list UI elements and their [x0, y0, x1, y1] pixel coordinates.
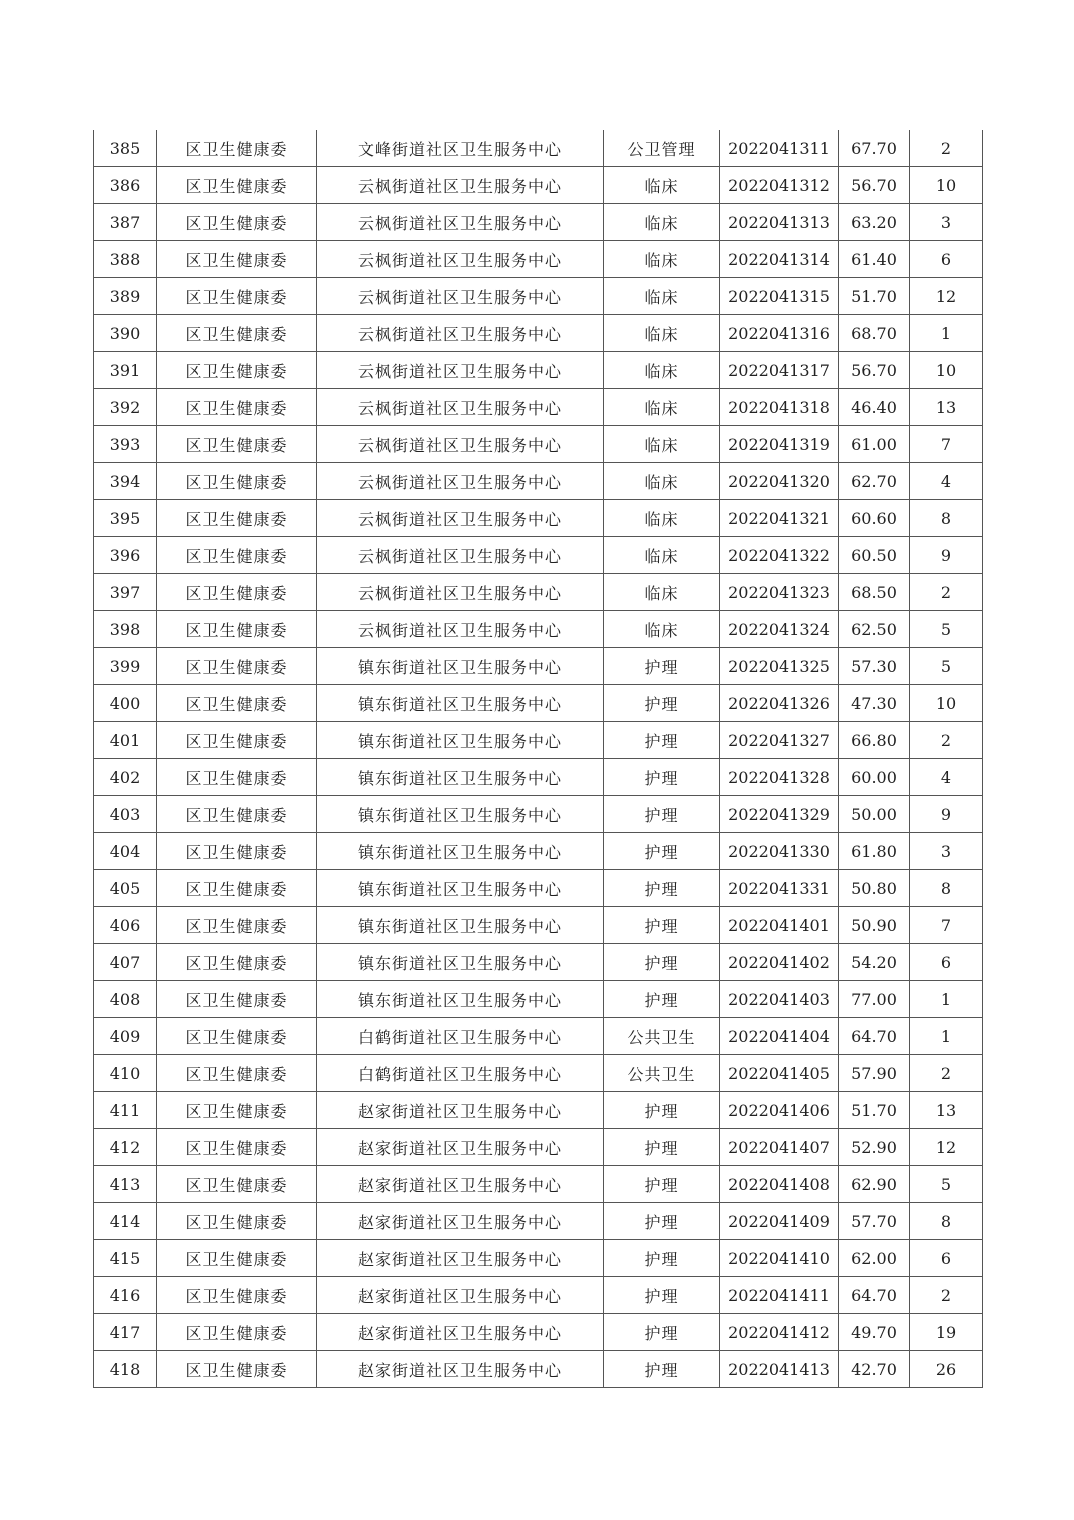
cell-exam-id: 2022041312 [720, 167, 839, 204]
cell-department: 区卫生健康委 [157, 944, 317, 981]
cell-exam-id: 2022041317 [720, 352, 839, 389]
cell-unit: 镇东街道社区卫生服务中心 [317, 759, 604, 796]
cell-rank: 2 [910, 574, 983, 611]
table-row [94, 833, 983, 870]
cell-seq-number: 391 [94, 352, 157, 389]
cell-score: 62.00 [839, 1240, 910, 1277]
cell-department: 区卫生健康委 [157, 1055, 317, 1092]
cell-rank: 9 [910, 537, 983, 574]
cell-rank: 1 [910, 1018, 983, 1055]
cell-seq-number: 392 [94, 389, 157, 426]
cell-score: 62.70 [839, 463, 910, 500]
cell-seq-number: 402 [94, 759, 157, 796]
cell-position: 护理 [604, 1092, 720, 1129]
cell-position: 临床 [604, 611, 720, 648]
cell-score: 68.70 [839, 315, 910, 352]
cell-rank: 10 [910, 167, 983, 204]
cell-rank: 8 [910, 1203, 983, 1240]
cell-exam-id: 2022041405 [720, 1055, 839, 1092]
cell-unit: 云枫街道社区卫生服务中心 [317, 574, 604, 611]
cell-position: 护理 [604, 907, 720, 944]
table-row [94, 685, 983, 722]
cell-position: 护理 [604, 1129, 720, 1166]
table-row [94, 648, 983, 685]
table-row [94, 167, 983, 204]
cell-seq-number: 408 [94, 981, 157, 1018]
cell-exam-id: 2022041324 [720, 611, 839, 648]
cell-seq-number: 385 [94, 130, 157, 167]
cell-score: 60.00 [839, 759, 910, 796]
cell-unit: 云枫街道社区卫生服务中心 [317, 537, 604, 574]
cell-score: 60.50 [839, 537, 910, 574]
cell-exam-id: 2022041313 [720, 204, 839, 241]
cell-rank: 26 [910, 1351, 983, 1388]
cell-exam-id: 2022041412 [720, 1314, 839, 1351]
cell-exam-id: 2022041331 [720, 870, 839, 907]
cell-position: 护理 [604, 944, 720, 981]
cell-unit: 云枫街道社区卫生服务中心 [317, 389, 604, 426]
table-row [94, 611, 983, 648]
cell-department: 区卫生健康委 [157, 315, 317, 352]
cell-seq-number: 404 [94, 833, 157, 870]
cell-unit: 镇东街道社区卫生服务中心 [317, 907, 604, 944]
cell-seq-number: 410 [94, 1055, 157, 1092]
cell-exam-id: 2022041314 [720, 241, 839, 278]
cell-exam-id: 2022041323 [720, 574, 839, 611]
cell-seq-number: 387 [94, 204, 157, 241]
cell-position: 临床 [604, 426, 720, 463]
cell-department: 区卫生健康委 [157, 1092, 317, 1129]
cell-exam-id: 2022041326 [720, 685, 839, 722]
cell-position: 临床 [604, 204, 720, 241]
cell-seq-number: 414 [94, 1203, 157, 1240]
table-row [94, 944, 983, 981]
cell-department: 区卫生健康委 [157, 204, 317, 241]
table-row [94, 907, 983, 944]
cell-rank: 12 [910, 1129, 983, 1166]
cell-rank: 2 [910, 1277, 983, 1314]
table-row [94, 1166, 983, 1203]
cell-score: 46.40 [839, 389, 910, 426]
cell-rank: 3 [910, 204, 983, 241]
cell-rank: 13 [910, 1092, 983, 1129]
table-row [94, 278, 983, 315]
cell-exam-id: 2022041316 [720, 315, 839, 352]
cell-rank: 7 [910, 907, 983, 944]
cell-position: 临床 [604, 574, 720, 611]
cell-seq-number: 411 [94, 1092, 157, 1129]
cell-department: 区卫生健康委 [157, 870, 317, 907]
cell-score: 47.30 [839, 685, 910, 722]
cell-department: 区卫生健康委 [157, 796, 317, 833]
cell-rank: 9 [910, 796, 983, 833]
cell-department: 区卫生健康委 [157, 574, 317, 611]
cell-seq-number: 399 [94, 648, 157, 685]
cell-score: 67.70 [839, 130, 910, 167]
cell-department: 区卫生健康委 [157, 352, 317, 389]
cell-score: 49.70 [839, 1314, 910, 1351]
cell-score: 52.90 [839, 1129, 910, 1166]
cell-rank: 2 [910, 130, 983, 167]
table-row [94, 1055, 983, 1092]
cell-seq-number: 413 [94, 1166, 157, 1203]
cell-rank: 8 [910, 870, 983, 907]
cell-department: 区卫生健康委 [157, 500, 317, 537]
cell-unit: 赵家街道社区卫生服务中心 [317, 1240, 604, 1277]
cell-unit: 镇东街道社区卫生服务中心 [317, 722, 604, 759]
cell-department: 区卫生健康委 [157, 981, 317, 1018]
cell-position: 护理 [604, 759, 720, 796]
cell-seq-number: 393 [94, 426, 157, 463]
cell-department: 区卫生健康委 [157, 759, 317, 796]
cell-department: 区卫生健康委 [157, 611, 317, 648]
cell-score: 50.00 [839, 796, 910, 833]
cell-score: 57.70 [839, 1203, 910, 1240]
cell-unit: 云枫街道社区卫生服务中心 [317, 500, 604, 537]
cell-unit: 镇东街道社区卫生服务中心 [317, 685, 604, 722]
cell-department: 区卫生健康委 [157, 1240, 317, 1277]
cell-score: 66.80 [839, 722, 910, 759]
cell-exam-id: 2022041329 [720, 796, 839, 833]
cell-seq-number: 395 [94, 500, 157, 537]
cell-unit: 云枫街道社区卫生服务中心 [317, 352, 604, 389]
cell-seq-number: 412 [94, 1129, 157, 1166]
cell-rank: 5 [910, 611, 983, 648]
cell-seq-number: 386 [94, 167, 157, 204]
cell-department: 区卫生健康委 [157, 241, 317, 278]
cell-score: 57.90 [839, 1055, 910, 1092]
cell-rank: 2 [910, 1055, 983, 1092]
cell-position: 公共卫生 [604, 1055, 720, 1092]
cell-unit: 赵家街道社区卫生服务中心 [317, 1314, 604, 1351]
cell-exam-id: 2022041413 [720, 1351, 839, 1388]
table-row [94, 352, 983, 389]
cell-score: 56.70 [839, 352, 910, 389]
cell-seq-number: 396 [94, 537, 157, 574]
cell-unit: 赵家街道社区卫生服务中心 [317, 1351, 604, 1388]
cell-seq-number: 400 [94, 685, 157, 722]
cell-position: 公卫管理 [604, 130, 720, 167]
cell-position: 护理 [604, 833, 720, 870]
cell-department: 区卫生健康委 [157, 389, 317, 426]
cell-exam-id: 2022041327 [720, 722, 839, 759]
cell-unit: 云枫街道社区卫生服务中心 [317, 278, 604, 315]
cell-position: 临床 [604, 167, 720, 204]
cell-score: 61.00 [839, 426, 910, 463]
cell-seq-number: 415 [94, 1240, 157, 1277]
cell-rank: 2 [910, 722, 983, 759]
cell-exam-id: 2022041321 [720, 500, 839, 537]
cell-position: 护理 [604, 1351, 720, 1388]
cell-department: 区卫生健康委 [157, 278, 317, 315]
cell-score: 60.60 [839, 500, 910, 537]
cell-rank: 6 [910, 944, 983, 981]
cell-score: 64.70 [839, 1277, 910, 1314]
cell-rank: 1 [910, 981, 983, 1018]
cell-position: 护理 [604, 1240, 720, 1277]
cell-seq-number: 405 [94, 870, 157, 907]
table-row [94, 1314, 983, 1351]
table-row [94, 1240, 983, 1277]
cell-position: 护理 [604, 722, 720, 759]
cell-position: 护理 [604, 1166, 720, 1203]
cell-rank: 8 [910, 500, 983, 537]
cell-unit: 镇东街道社区卫生服务中心 [317, 833, 604, 870]
cell-unit: 云枫街道社区卫生服务中心 [317, 241, 604, 278]
cell-exam-id: 2022041311 [720, 130, 839, 167]
cell-rank: 1 [910, 315, 983, 352]
cell-rank: 13 [910, 389, 983, 426]
cell-position: 护理 [604, 1203, 720, 1240]
cell-score: 51.70 [839, 278, 910, 315]
cell-exam-id: 2022041325 [720, 648, 839, 685]
table-row [94, 463, 983, 500]
cell-position: 护理 [604, 796, 720, 833]
cell-position: 临床 [604, 537, 720, 574]
cell-seq-number: 388 [94, 241, 157, 278]
cell-rank: 12 [910, 278, 983, 315]
cell-department: 区卫生健康委 [157, 648, 317, 685]
cell-position: 护理 [604, 648, 720, 685]
cell-department: 区卫生健康委 [157, 167, 317, 204]
cell-rank: 4 [910, 759, 983, 796]
table-row [94, 1092, 983, 1129]
cell-unit: 赵家街道社区卫生服务中心 [317, 1092, 604, 1129]
cell-unit: 云枫街道社区卫生服务中心 [317, 611, 604, 648]
cell-seq-number: 403 [94, 796, 157, 833]
table-row [94, 722, 983, 759]
cell-seq-number: 409 [94, 1018, 157, 1055]
cell-position: 临床 [604, 500, 720, 537]
cell-exam-id: 2022041403 [720, 981, 839, 1018]
cell-unit: 云枫街道社区卫生服务中心 [317, 167, 604, 204]
cell-score: 61.80 [839, 833, 910, 870]
cell-position: 临床 [604, 241, 720, 278]
cell-unit: 赵家街道社区卫生服务中心 [317, 1129, 604, 1166]
cell-department: 区卫生健康委 [157, 1166, 317, 1203]
cell-position: 护理 [604, 685, 720, 722]
table-row [94, 130, 983, 167]
cell-seq-number: 416 [94, 1277, 157, 1314]
cell-score: 50.90 [839, 907, 910, 944]
cell-seq-number: 417 [94, 1314, 157, 1351]
table-row [94, 389, 983, 426]
cell-exam-id: 2022041408 [720, 1166, 839, 1203]
cell-exam-id: 2022041410 [720, 1240, 839, 1277]
table-row [94, 1129, 983, 1166]
cell-score: 62.50 [839, 611, 910, 648]
table-row [94, 315, 983, 352]
cell-score: 62.90 [839, 1166, 910, 1203]
cell-exam-id: 2022041315 [720, 278, 839, 315]
results-table [93, 130, 983, 1388]
cell-seq-number: 398 [94, 611, 157, 648]
cell-position: 临床 [604, 278, 720, 315]
cell-department: 区卫生健康委 [157, 1203, 317, 1240]
cell-department: 区卫生健康委 [157, 907, 317, 944]
cell-score: 42.70 [839, 1351, 910, 1388]
cell-score: 51.70 [839, 1092, 910, 1129]
table-row [94, 759, 983, 796]
table-row [94, 241, 983, 278]
table-row [94, 574, 983, 611]
cell-exam-id: 2022041320 [720, 463, 839, 500]
table-row [94, 1018, 983, 1055]
cell-seq-number: 389 [94, 278, 157, 315]
cell-exam-id: 2022041319 [720, 426, 839, 463]
cell-department: 区卫生健康委 [157, 463, 317, 500]
cell-department: 区卫生健康委 [157, 833, 317, 870]
cell-department: 区卫生健康委 [157, 537, 317, 574]
cell-position: 临床 [604, 315, 720, 352]
cell-unit: 赵家街道社区卫生服务中心 [317, 1166, 604, 1203]
table-row [94, 204, 983, 241]
cell-unit: 云枫街道社区卫生服务中心 [317, 315, 604, 352]
cell-score: 54.20 [839, 944, 910, 981]
cell-score: 56.70 [839, 167, 910, 204]
cell-seq-number: 394 [94, 463, 157, 500]
cell-unit: 云枫街道社区卫生服务中心 [317, 463, 604, 500]
cell-unit: 镇东街道社区卫生服务中心 [317, 796, 604, 833]
table-row [94, 870, 983, 907]
table-row [94, 1351, 983, 1388]
cell-seq-number: 397 [94, 574, 157, 611]
cell-unit: 白鹤街道社区卫生服务中心 [317, 1018, 604, 1055]
table-row [94, 426, 983, 463]
cell-unit: 云枫街道社区卫生服务中心 [317, 204, 604, 241]
cell-exam-id: 2022041401 [720, 907, 839, 944]
cell-department: 区卫生健康委 [157, 1314, 317, 1351]
cell-exam-id: 2022041406 [720, 1092, 839, 1129]
cell-unit: 镇东街道社区卫生服务中心 [317, 870, 604, 907]
cell-position: 临床 [604, 352, 720, 389]
cell-rank: 10 [910, 685, 983, 722]
cell-rank: 6 [910, 1240, 983, 1277]
cell-rank: 5 [910, 648, 983, 685]
table-row [94, 796, 983, 833]
cell-seq-number: 418 [94, 1351, 157, 1388]
cell-seq-number: 401 [94, 722, 157, 759]
table-row [94, 1203, 983, 1240]
cell-position: 护理 [604, 1277, 720, 1314]
cell-rank: 6 [910, 241, 983, 278]
table-row [94, 500, 983, 537]
cell-position: 公共卫生 [604, 1018, 720, 1055]
cell-exam-id: 2022041404 [720, 1018, 839, 1055]
cell-score: 68.50 [839, 574, 910, 611]
cell-exam-id: 2022041407 [720, 1129, 839, 1166]
cell-department: 区卫生健康委 [157, 426, 317, 463]
cell-seq-number: 406 [94, 907, 157, 944]
cell-score: 61.40 [839, 241, 910, 278]
cell-score: 63.20 [839, 204, 910, 241]
cell-position: 临床 [604, 463, 720, 500]
cell-rank: 19 [910, 1314, 983, 1351]
table-row [94, 537, 983, 574]
cell-unit: 赵家街道社区卫生服务中心 [317, 1203, 604, 1240]
cell-exam-id: 2022041330 [720, 833, 839, 870]
cell-department: 区卫生健康委 [157, 130, 317, 167]
cell-department: 区卫生健康委 [157, 1018, 317, 1055]
cell-rank: 5 [910, 1166, 983, 1203]
cell-score: 77.00 [839, 981, 910, 1018]
cell-exam-id: 2022041409 [720, 1203, 839, 1240]
cell-exam-id: 2022041328 [720, 759, 839, 796]
table-row [94, 981, 983, 1018]
cell-score: 57.30 [839, 648, 910, 685]
cell-seq-number: 407 [94, 944, 157, 981]
table-body [94, 130, 983, 1388]
cell-unit: 镇东街道社区卫生服务中心 [317, 648, 604, 685]
cell-rank: 4 [910, 463, 983, 500]
cell-exam-id: 2022041318 [720, 389, 839, 426]
cell-unit: 镇东街道社区卫生服务中心 [317, 944, 604, 981]
cell-unit: 镇东街道社区卫生服务中心 [317, 981, 604, 1018]
cell-position: 护理 [604, 981, 720, 1018]
cell-rank: 10 [910, 352, 983, 389]
cell-unit: 文峰街道社区卫生服务中心 [317, 130, 604, 167]
cell-department: 区卫生健康委 [157, 685, 317, 722]
cell-department: 区卫生健康委 [157, 722, 317, 759]
cell-exam-id: 2022041411 [720, 1277, 839, 1314]
cell-position: 临床 [604, 389, 720, 426]
cell-unit: 赵家街道社区卫生服务中心 [317, 1277, 604, 1314]
cell-exam-id: 2022041402 [720, 944, 839, 981]
cell-unit: 云枫街道社区卫生服务中心 [317, 426, 604, 463]
table-row [94, 1277, 983, 1314]
cell-department: 区卫生健康委 [157, 1129, 317, 1166]
cell-seq-number: 390 [94, 315, 157, 352]
cell-department: 区卫生健康委 [157, 1351, 317, 1388]
cell-unit: 白鹤街道社区卫生服务中心 [317, 1055, 604, 1092]
cell-department: 区卫生健康委 [157, 1277, 317, 1314]
cell-position: 护理 [604, 1314, 720, 1351]
cell-position: 护理 [604, 870, 720, 907]
cell-exam-id: 2022041322 [720, 537, 839, 574]
cell-score: 50.80 [839, 870, 910, 907]
cell-rank: 3 [910, 833, 983, 870]
cell-rank: 7 [910, 426, 983, 463]
cell-score: 64.70 [839, 1018, 910, 1055]
